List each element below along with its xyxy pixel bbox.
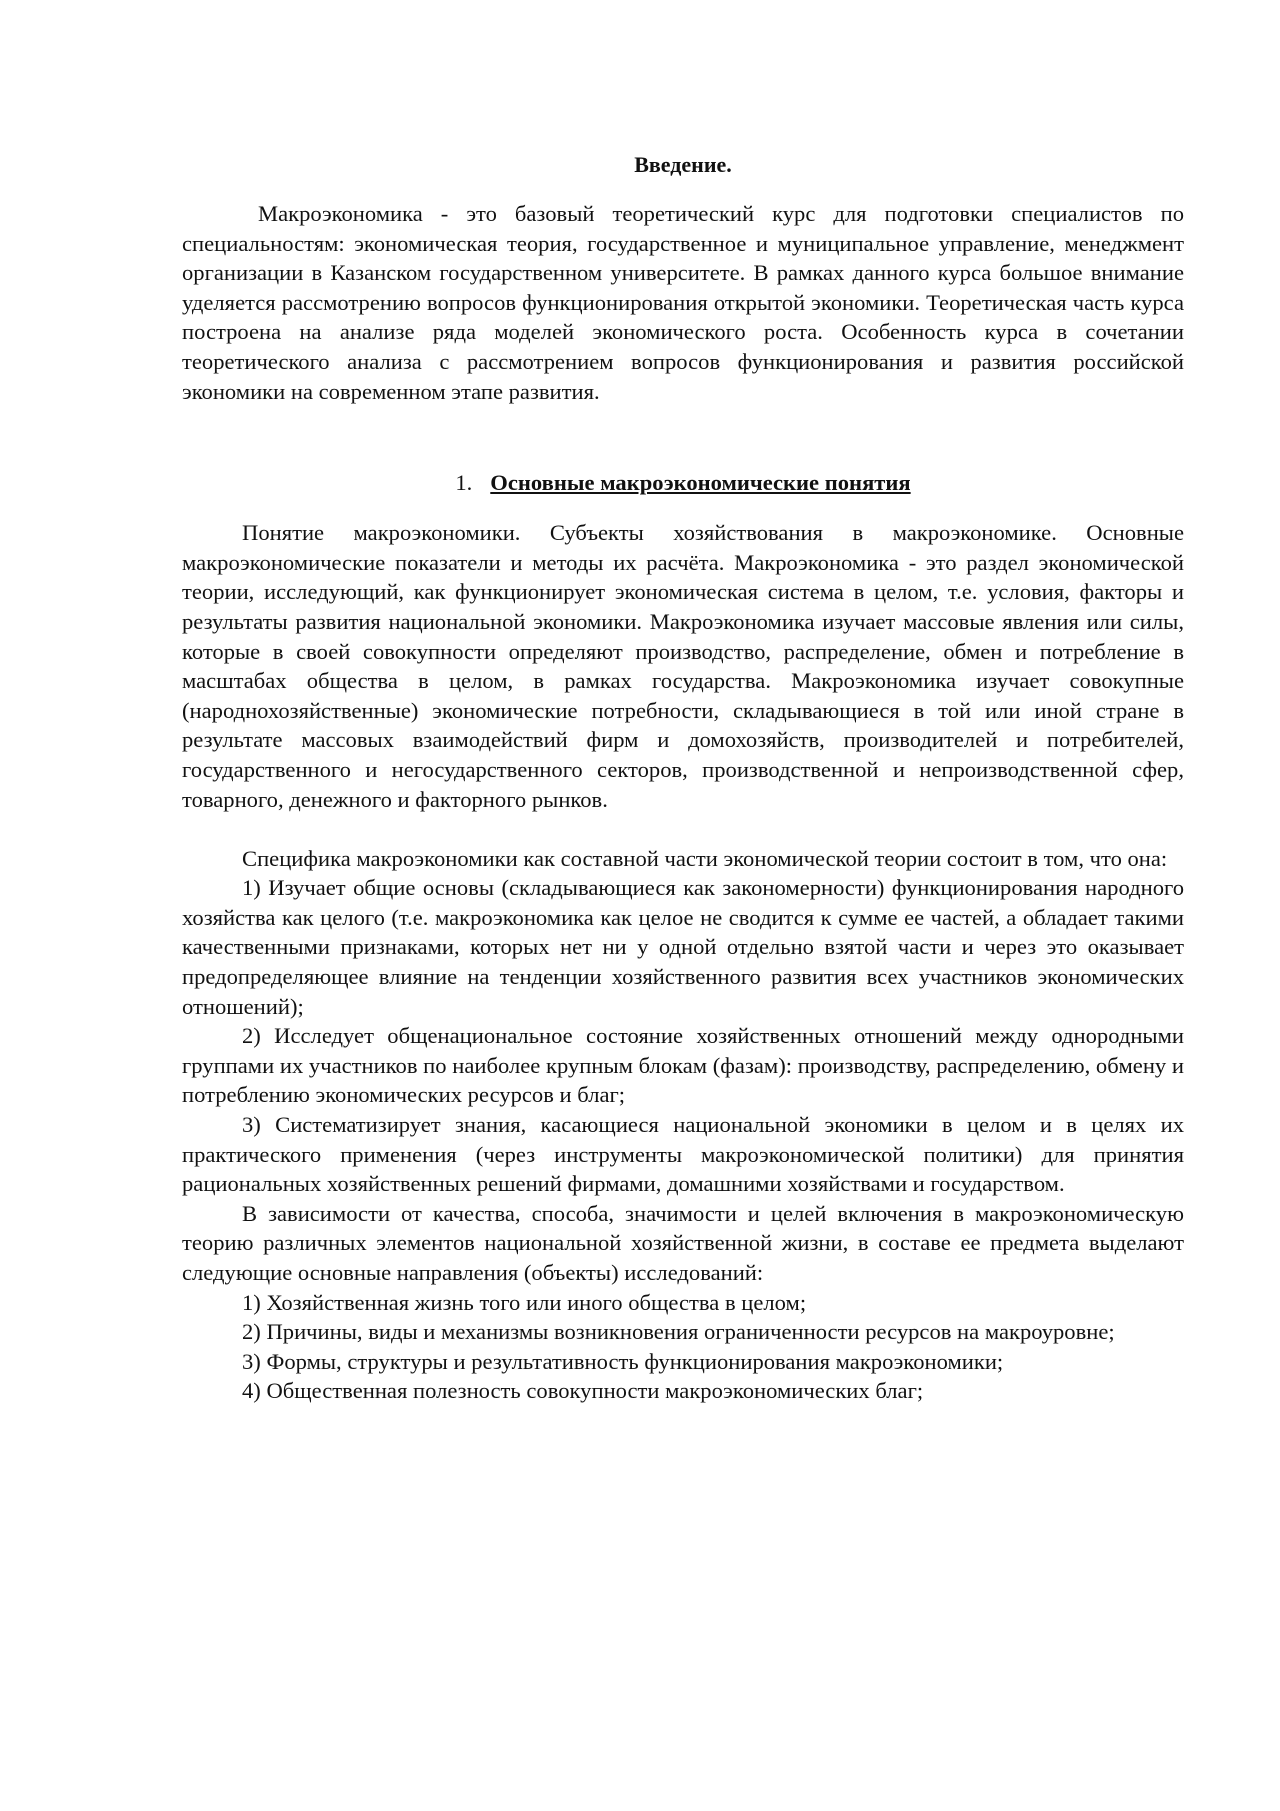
list-item: 1) Хозяйственная жизнь того или иного общества в целом; [242,1289,807,1315]
list-item: 1) Изучает общие основы (складывающиеся как закономерности) функционирования народного хозяйства как целого (т.е. макроэкономика как целое не сводится к сумме ее частей, а обладает такими качественными признаками, которых нет ни у одной отдельно взятой части и через это оказывает предопределяющее влияние на тенденции хозяйственного развития всех участников экономических отношений); [182,875,1184,1019]
list-item: 2) Причины, виды и механизмы возникновения ограниченности ресурсов на макроуровне; [242,1319,1115,1345]
paragraph-macro-definition: Понятие макроэкономики. Субъекты хозяйствования в макроэкономике. Основные макроэкономические показатели и методы их расчёта. Макроэкономика - это раздел экономической теории, исследующий, как функционирует экономическая система в целом, т.е. условия, факторы и результаты развития национальной экономики. Макроэкономика изучает массовые явления или силы, которые в своей совокупности определяют производство, распределение, обмен и потребление в масштабах общества в целом, в рамках государства. Макроэкономика изучает совокупные (народнохозяйственные) экономические потребности, складывающиеся в той или иной стране в результате массовых взаимодействий фирм и домохозяйств, производителей и потребителей, государственного и негосударственного секторов, производственной и непроизводственной сфер, товарного, денежного и факторного рынков. [182,520,1184,812]
paragraph-specifics: Специфика макроэкономики как составной части экономической теории состоит в том, что она: [242,845,1168,871]
list-item: 2) Исследует общенациональное состояние хозяйственных отношений между однородными группами их участников по наиболее крупным блокам (фазам): производству, распределению, обмену и потреблению экономических ресурсов и благ; [182,1023,1184,1108]
document-title: Введение. [634,152,732,177]
list-item: 3) Формы, структуры и результативность функционирования макроэкономики; [242,1348,1004,1374]
intro-paragraph: Макроэкономика - это базовый теоретический курс для подготовки специалистов по специальностям: экономическая теория, государственное и муниципальное управление, менеджмент организации в Казанском государственном университете. В рамках данного курса большое внимание уделяется рассмотрению вопросов функционирования открытой экономики. Теоретическая часть курса построена на анализе ряда моделей экономического роста. Особенность курса в сочетании теоретического анализа с рассмотрением вопросов функционирования и развития российской экономики на современном этапе развития. [182,201,1184,404]
list-item: 3) Систематизирует знания, касающиеся национальной экономики в целом и в целях их практического применения (через инструменты макроэкономической политики) для принятия рациональных хозяйственных решений фирмами, домашними хозяйствами и государством. [182,1112,1184,1197]
section-heading [182,468,1184,498]
document-page [182,150,1184,1406]
list-item: 4) Общественная полезность совокупности макроэкономических благ; [242,1378,924,1404]
section-number: 1. [455,470,473,496]
paragraph-directions: В зависимости от качества, способа, значимости и целей включения в макроэкономическую теорию различных элементов национальной хозяйственной жизни, в составе ее предмета выделают следующие основные направления (объекты) исследований: [182,1200,1184,1285]
section-title: Основные макроэкономические понятия [490,470,911,496]
paragraph-gap [182,814,1184,844]
